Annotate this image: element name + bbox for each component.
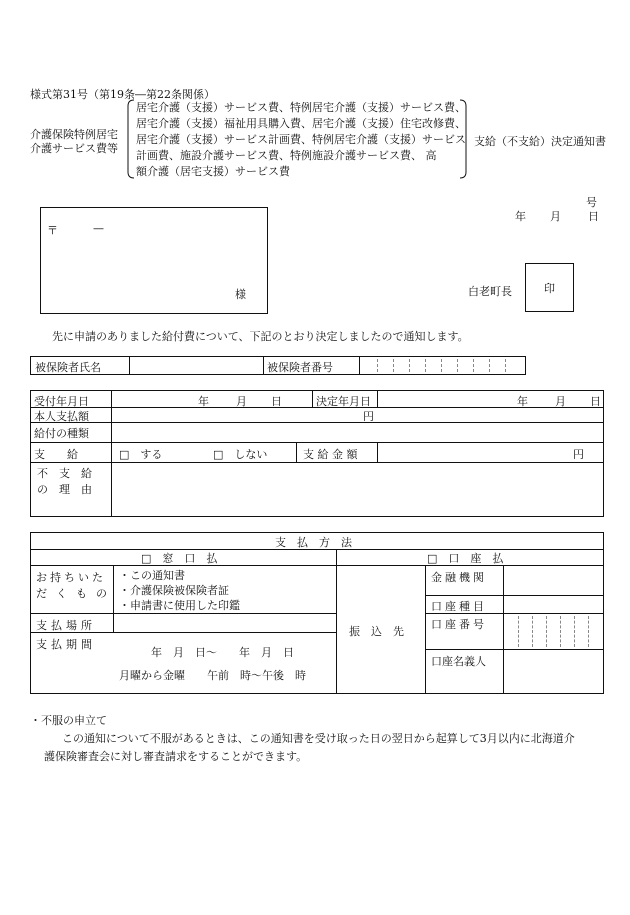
account-holder-field[interactable] <box>505 651 601 691</box>
account-number-label: 口座番号 <box>431 618 487 631</box>
list-item: ・この通知書 <box>119 569 185 582</box>
issue-date-day: 日 <box>588 210 599 223</box>
decision-year: 年 <box>517 395 528 408</box>
option-pay[interactable]: □ する <box>119 448 163 461</box>
honorific-sama: 様 <box>235 288 246 301</box>
account-type-field[interactable] <box>505 597 601 612</box>
payment-period-hours: 月曜から金曜 午前 時～午後 時 <box>119 669 306 682</box>
postal-mark: 〒 <box>47 224 58 237</box>
bank-label: 金融機関 <box>431 571 487 584</box>
received-month: 月 <box>236 395 247 408</box>
self-pay-label: 本人支払額 <box>34 410 89 423</box>
account-holder-label: 口座名義人 <box>431 655 486 668</box>
refusal-reason-field[interactable] <box>113 464 601 514</box>
decision-table <box>30 390 604 517</box>
benefit-type-field[interactable] <box>113 424 601 441</box>
list-item: ・介護保険被保険者証 <box>119 584 229 597</box>
address-box[interactable] <box>40 207 268 314</box>
form-number: 様式第31号（第19条―第22条関係） <box>30 88 215 101</box>
payment-method-title: 支 払 方 法 <box>275 536 352 549</box>
service-line: 居宅介護（支援）サービス費、特例居宅介護（支援）サービス費、 <box>136 101 466 114</box>
issuer-name: 白老町長 <box>468 285 512 298</box>
payment-label: 支 給 <box>34 448 78 461</box>
payment-period-dates: 年 月 日～ 年 月 日 <box>151 646 294 659</box>
self-pay-field[interactable] <box>113 408 601 421</box>
category-label-line1: 介護保険特例居宅 <box>30 128 118 141</box>
service-line: 居宅介護（支援）サービス計画費、特例居宅介護（支援）サービス <box>136 133 466 146</box>
service-line: 額介護（居宅支援）サービス費 <box>136 165 290 178</box>
self-pay-yen: 円 <box>363 410 374 423</box>
payment-place-field[interactable] <box>115 615 335 631</box>
payment-amount-field[interactable] <box>379 444 601 460</box>
payment-place-label: 支払場所 <box>36 619 96 632</box>
insured-number-field[interactable] <box>361 357 523 374</box>
objection-text-line2: 護保険審査会に対し審査請求をすることができます。 <box>44 750 308 763</box>
items-to-bring-label-1: お持ちいた <box>36 571 106 584</box>
received-date-field[interactable] <box>113 392 311 406</box>
decision-day: 日 <box>590 395 601 408</box>
items-to-bring-label-2: だくもの <box>36 587 116 600</box>
decision-date-field[interactable] <box>379 392 601 406</box>
insured-name-field[interactable] <box>131 358 261 373</box>
refusal-reason-label-1: 不 支 給 <box>37 467 92 480</box>
issue-date-month: 月 <box>550 210 561 223</box>
document-title: 支給（不支給）決定通知書 <box>474 135 606 148</box>
decision-month: 月 <box>555 395 566 408</box>
issue-date-year: 年 <box>515 210 526 223</box>
account-payment-option[interactable]: □ 口 座 払 <box>427 552 504 565</box>
insured-name-label: 被保険者氏名 <box>35 361 101 374</box>
service-list <box>136 100 466 180</box>
option-not-pay[interactable]: □ しない <box>213 448 268 461</box>
intro-text: 先に申請のありました給付費について、下記のとおり決定しましたので通知します。 <box>52 330 469 343</box>
insured-number-label: 被保険者番号 <box>267 361 333 374</box>
payment-period-label: 支払期間 <box>36 638 96 651</box>
service-line: 計画費、施設介護サービス費、特例施設介護サービス費、 高 <box>136 149 437 162</box>
refusal-reason-label-2: の 理 由 <box>37 483 92 496</box>
postal-dash: — <box>93 222 104 235</box>
bank-field[interactable] <box>505 567 601 594</box>
account-type-label: 口座種目 <box>431 600 487 613</box>
received-day: 日 <box>271 395 282 408</box>
benefit-type-label: 給付の種類 <box>34 427 89 440</box>
window-payment-option[interactable]: □ 窓 口 払 <box>141 552 218 565</box>
payment-amount-label: 支 給 金 額 <box>303 448 358 461</box>
seal-label: 印 <box>544 281 555 295</box>
seal-box <box>525 263 574 312</box>
received-year: 年 <box>198 395 209 408</box>
list-item: ・申請書に使用した印鑑 <box>119 599 240 612</box>
payment-amount-yen: 円 <box>573 448 584 461</box>
insured-table <box>30 356 526 375</box>
payment-method-table <box>30 532 604 694</box>
transfer-destination-label: 振 込 先 <box>349 625 404 638</box>
document-number-suffix: 号 <box>586 196 597 209</box>
service-line: 居宅介護（支援）福祉用具購入費、居宅介護（支援）住宅改修費、 <box>136 117 466 130</box>
category-label-line2: 介護サービス費等 <box>30 142 118 155</box>
received-date-label: 受付年月日 <box>34 395 89 408</box>
objection-heading: ・不服の申立て <box>30 714 107 727</box>
items-to-bring-list <box>119 568 240 613</box>
decision-date-label: 決定年月日 <box>316 395 371 408</box>
objection-text-line1: この通知について不服があるときは、この通知書を受け取った日の翌日から起算して3月以内に北海道介 <box>62 732 575 745</box>
account-number-field[interactable] <box>504 614 603 649</box>
